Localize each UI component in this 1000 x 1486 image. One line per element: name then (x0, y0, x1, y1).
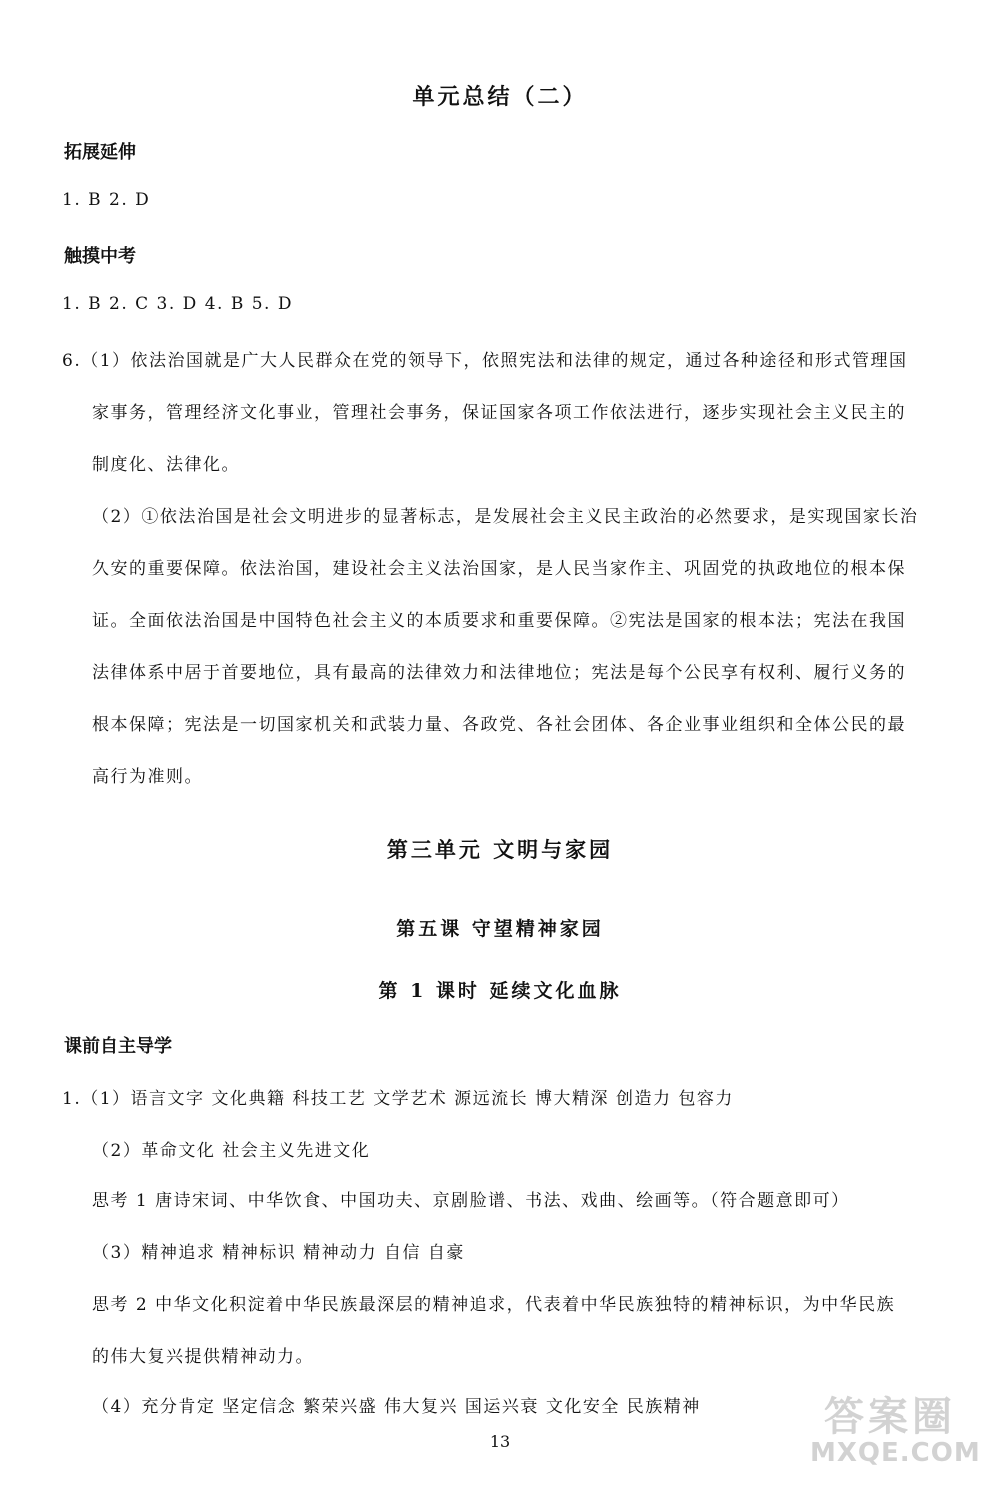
extend-answers: 1. B 2. D (62, 190, 151, 210)
q6-part2-line6: 高行为准则。 (92, 767, 203, 787)
page-title: 单元总结（二） (412, 84, 588, 110)
q6-part2-line5: 根本保障；宪法是一切国家机关和武装力量、各政党、各社会团体、各企业事业组织和全体公民的最 (92, 715, 906, 735)
q6-part2-line1: （2）①依法治国是社会文明进步的显著标志，是发展社会主义民主政治的必然要求，是实现国家长治 (92, 507, 919, 527)
section-heading-exam: 触摸中考 (64, 246, 136, 267)
page-number: 13 (489, 1432, 511, 1451)
q6-part1-line1: 6.（1）依法治国就是广大人民群众在党的领导下，依照宪法和法律的规定，通过各种途径和形式管理国 (62, 351, 908, 371)
section-heading-preview: 课前自主导学 (64, 1036, 172, 1057)
q6-part1-line2: 家事务，管理经济文化事业，管理社会事务，保证国家各项工作依法进行，逐步实现社会主义民主的 (92, 403, 906, 423)
preview-line-1: 1.（1）语言文字 文化典籍 科技工艺 文学艺术 源远流长 博大精深 创造力 包容力 (62, 1089, 734, 1109)
preview-line-2: （2）革命文化 社会主义先进文化 (92, 1141, 371, 1161)
q6-part2-line3: 证。全面依法治国是中国特色社会主义的本质要求和重要保障。②宪法是国家的根本法；宪法在我国 (92, 611, 906, 631)
preview-line-4: （3）精神追求 精神标识 精神动力 自信 自豪 (92, 1243, 465, 1263)
watermark-text-bottom: MXQE.COM (810, 1438, 981, 1468)
q6-part2-line4: 法律体系中居于首要地位，具有最高的法律效力和法律地位；宪法是每个公民享有权利、履行义务的 (92, 663, 906, 683)
preview-line-5: 思考 2 中华文化积淀着中华民族最深层的精神追求，代表着中华民族独特的精神标识，为中华民族 (92, 1295, 896, 1315)
section-heading-extend: 拓展延伸 (64, 142, 136, 163)
watermark-logo (810, 1394, 981, 1474)
q6-part2-line2: 久安的重要保障。依法治国，建设社会主义法治国家，是人民当家作主、巩固党的执政地位的根本保 (92, 559, 906, 579)
q6-part1-line3: 制度化、法律化。 (92, 455, 240, 475)
exam-answers: 1. B 2. C 3. D 4. B 5. D (62, 294, 293, 314)
lesson5-title: 第五课 守望精神家园 (396, 918, 604, 940)
preview-line-3: 思考 1 唐诗宋词、中华饮食、中国功夫、京剧脸谱、书法、戏曲、绘画等。（符合题意即可） (92, 1191, 850, 1211)
period1-title: 第 1 课时 延续文化血脉 (378, 980, 622, 1002)
preview-line-7: （4）充分肯定 坚定信念 繁荣兴盛 伟大复兴 国运兴衰 文化安全 民族精神 (92, 1397, 701, 1417)
watermark-text-top: 答案圈 (824, 1394, 956, 1440)
preview-line-6: 的伟大复兴提供精神动力。 (92, 1347, 314, 1367)
unit3-title: 第三单元 文明与家园 (386, 837, 614, 862)
